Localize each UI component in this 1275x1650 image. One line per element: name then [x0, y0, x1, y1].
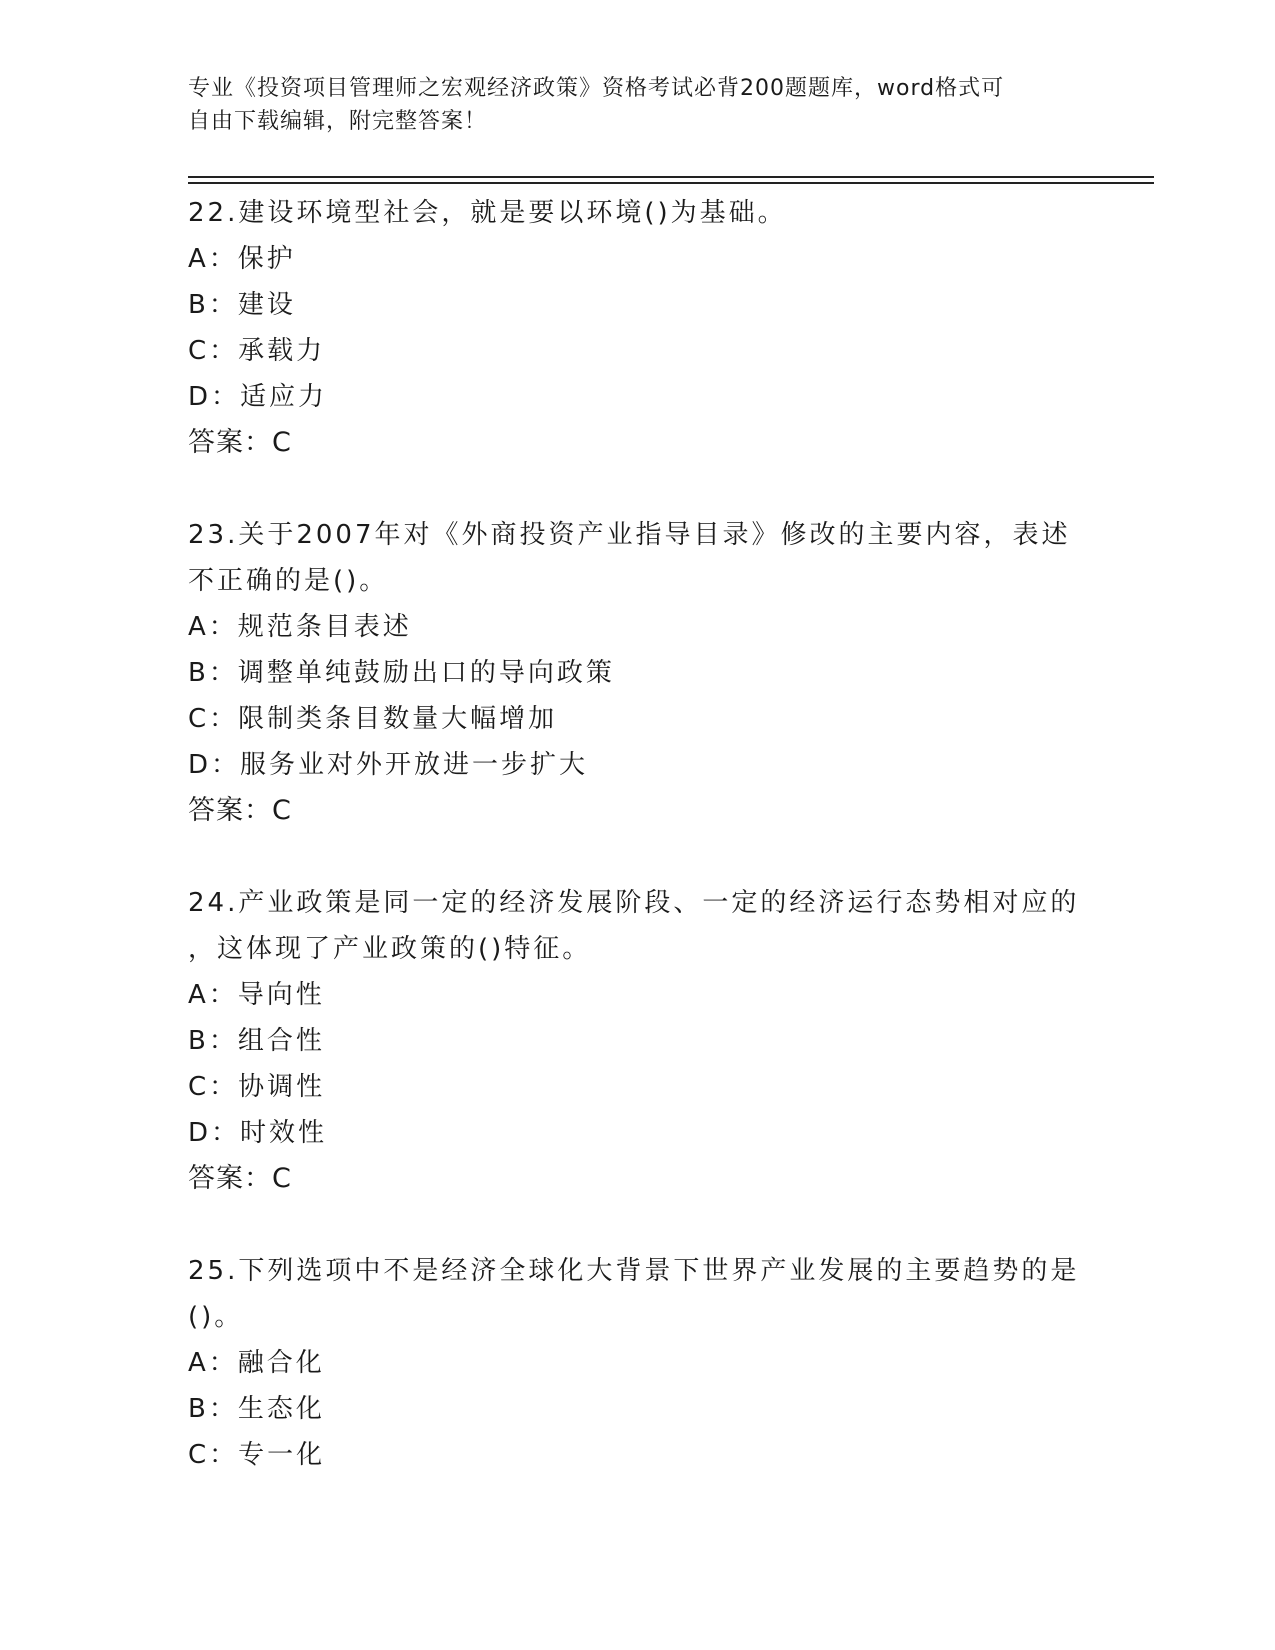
option-b: B：生态化: [188, 1394, 325, 1424]
option-a: A：导向性: [188, 980, 325, 1010]
header-title-line-1: 专业《投资项目管理师之宏观经济政策》资格考试必背200题题库，word格式可: [188, 76, 1005, 101]
option-a: A：融合化: [188, 1348, 325, 1378]
question-text: 22.建设环境型社会，就是要以环境()为基础。: [188, 198, 787, 228]
option-d: D：时效性: [188, 1118, 328, 1148]
answer: 答案：C: [188, 427, 292, 458]
question-24: [188, 880, 1088, 1202]
answer: 答案：C: [188, 1163, 292, 1194]
document-header: [188, 72, 1068, 138]
header-title-line-2: 自由下载编辑，附完整答案！: [188, 109, 488, 134]
question-text-line-1: 24.产业政策是同一定的经济发展阶段、一定的经济运行态势相对应的: [188, 888, 1080, 918]
option-a: A：保护: [188, 244, 296, 274]
question-text-line-2: ()。: [188, 1302, 244, 1332]
header-divider-top: [188, 176, 1154, 178]
option-b: B：组合性: [188, 1026, 325, 1056]
option-d: D：适应力: [188, 382, 328, 412]
question-23: [188, 512, 1088, 834]
option-c: C：限制类条目数量大幅增加: [188, 704, 558, 734]
option-c: C：协调性: [188, 1072, 326, 1102]
option-b: B：调整单纯鼓励出口的导向政策: [188, 658, 615, 688]
question-text-line-2: ，这体现了产业政策的()特征。: [188, 934, 592, 964]
question-text-line-1: 23.关于2007年对《外商投资产业指导目录》修改的主要内容，表述: [188, 520, 1071, 550]
question-text-line-2: 不正确的是()。: [188, 566, 389, 596]
option-c: C：承载力: [188, 336, 326, 366]
option-c: C：专一化: [188, 1440, 326, 1470]
question-22: [188, 190, 1088, 466]
option-b: B：建设: [188, 290, 296, 320]
header-divider-bottom: [188, 182, 1154, 184]
question-text-line-1: 25.下列选项中不是经济全球化大背景下世界产业发展的主要趋势的是: [188, 1256, 1080, 1286]
option-a: A：规范条目表述: [188, 612, 412, 642]
question-25: [188, 1248, 1088, 1478]
option-d: D：服务业对外开放进一步扩大: [188, 750, 589, 780]
answer: 答案：C: [188, 795, 292, 826]
question-list: [188, 190, 1088, 1524]
